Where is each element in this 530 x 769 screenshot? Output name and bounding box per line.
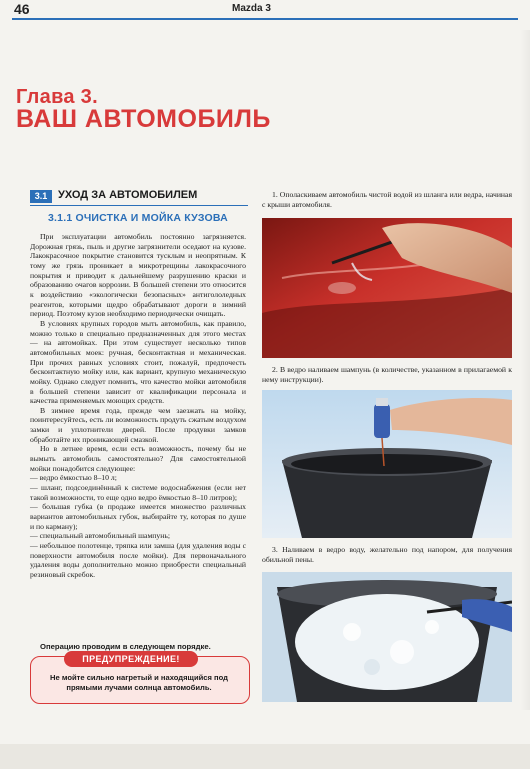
section-number-badge: 3.1 bbox=[30, 190, 52, 203]
list-item: — специальный автомобильный шампунь; bbox=[30, 531, 171, 541]
step-2-photo-shampoo-pour bbox=[262, 390, 512, 538]
section-rule bbox=[30, 205, 248, 206]
body-paragraph: В условиях крупных городов мыть автомобиль, как правило, можно только в специально предназначенных для этого местах — на автомойках. При этом существует несколько типов автомобильных моек: ручная, бесконтактная и механическая. При прочих равных условиях стоит, пожалуй, предпочесть бесконтактную мойку или, как вариант, крупную механическую мойку. Однако следует помнить, что качество мойки автомобиля в большей степени зависит от квалификации персонала и качества применяемых моющих средств. bbox=[30, 318, 246, 406]
car-roof-rinse-illustration bbox=[262, 218, 512, 358]
list-item: — шланг, подсоединённый к системе водоснабжения (если нет такой возможности, то еще одно ведро ёмкостью 8–10 литров); bbox=[30, 483, 246, 502]
body-paragraph: При эксплуатации автомобиль постоянно загрязняется. Дорожная грязь, пыль и другие загрязнители оседают на кузове. Лакокрасочное покрытие становится тусклым и неопрятным. К тому же грязь проникает в микротрещины лакокрасочного покрытия и приводит к дальнейшему разрушению краски и образованию очагов коррозии. В большей степени это относится к воздействию «экологически безопасных» антигололедных реагентов, которыми щедро обрабатывают дороги в зимний период. Поэтому кузов необходимо периодически очищать. bbox=[30, 232, 246, 319]
body-paragraph: В зимнее время года, прежде чем заезжать на мойку, поинтересуйтесь, есть ли возможность продуть сжатым воздухом замки и уплотнители дверей. После продувки замков обработайте их проникающей смазкой. bbox=[30, 405, 246, 444]
warning-text: Не мойте сильно нагретый и находящийся под прямыми лучами солнца автомобиль. bbox=[50, 673, 228, 692]
step-1-photo-rinsing-roof bbox=[262, 218, 512, 358]
list-item: — ведро ёмкостью 8–10 л; bbox=[30, 473, 117, 483]
step-1-caption: 1. Ополаскиваем автомобиль чистой водой из шланга или ведра, начиная с крыши автомобиля. bbox=[262, 190, 512, 209]
step-3-photo-foam-bucket bbox=[262, 572, 512, 702]
procedure-lead-in: Операцию проводим в следующем порядке. bbox=[40, 642, 211, 651]
bucket-foam-illustration bbox=[262, 572, 512, 702]
bucket-shampoo-illustration bbox=[262, 390, 512, 538]
running-title: Mazda 3 bbox=[232, 3, 271, 14]
step-3-caption: 3. Наливаем в ведро воду, желательно под напором, для получения обильной пены. bbox=[262, 545, 512, 564]
page-edge-shadow bbox=[520, 30, 530, 710]
body-column bbox=[30, 232, 246, 580]
chapter-title: ВАШ АВТОМОБИЛЬ bbox=[16, 105, 271, 133]
warning-heading: ПРЕДУПРЕЖДЕНИЕ! bbox=[64, 651, 198, 667]
list-item: — большая губка (в продаже имеется множество различных вариантов автомобильных губок, выбирайте ту, которая по душе и по карману); bbox=[30, 502, 246, 531]
section-title: УХОД ЗА АВТОМОБИЛЕМ bbox=[58, 189, 198, 201]
body-paragraph: Но в летнее время, если есть возможность, почему бы не вымыть автомобиль самостоятельно? Для самостоятельной мойки понадобится следующее: bbox=[30, 444, 246, 473]
list-item: — небольшое полотенце, тряпка или замша (для удаления воды с поверхности автомобиля после мойки). Для первоначального удаления воды дополнительно можно приобрести специальный резиновый скребок. bbox=[30, 541, 246, 579]
page-number: 46 bbox=[14, 1, 30, 17]
subsection-title: 3.1.1 ОЧИСТКА И МОЙКА КУЗОВА bbox=[48, 212, 228, 224]
chapter-label: Глава 3. bbox=[16, 86, 98, 108]
page-bottom-margin bbox=[0, 744, 530, 769]
step-2-caption: 2. В ведро наливаем шампунь (в количестве, указанном в прилагаемой к нему инструкции). bbox=[262, 365, 512, 384]
header-rule bbox=[12, 18, 518, 20]
